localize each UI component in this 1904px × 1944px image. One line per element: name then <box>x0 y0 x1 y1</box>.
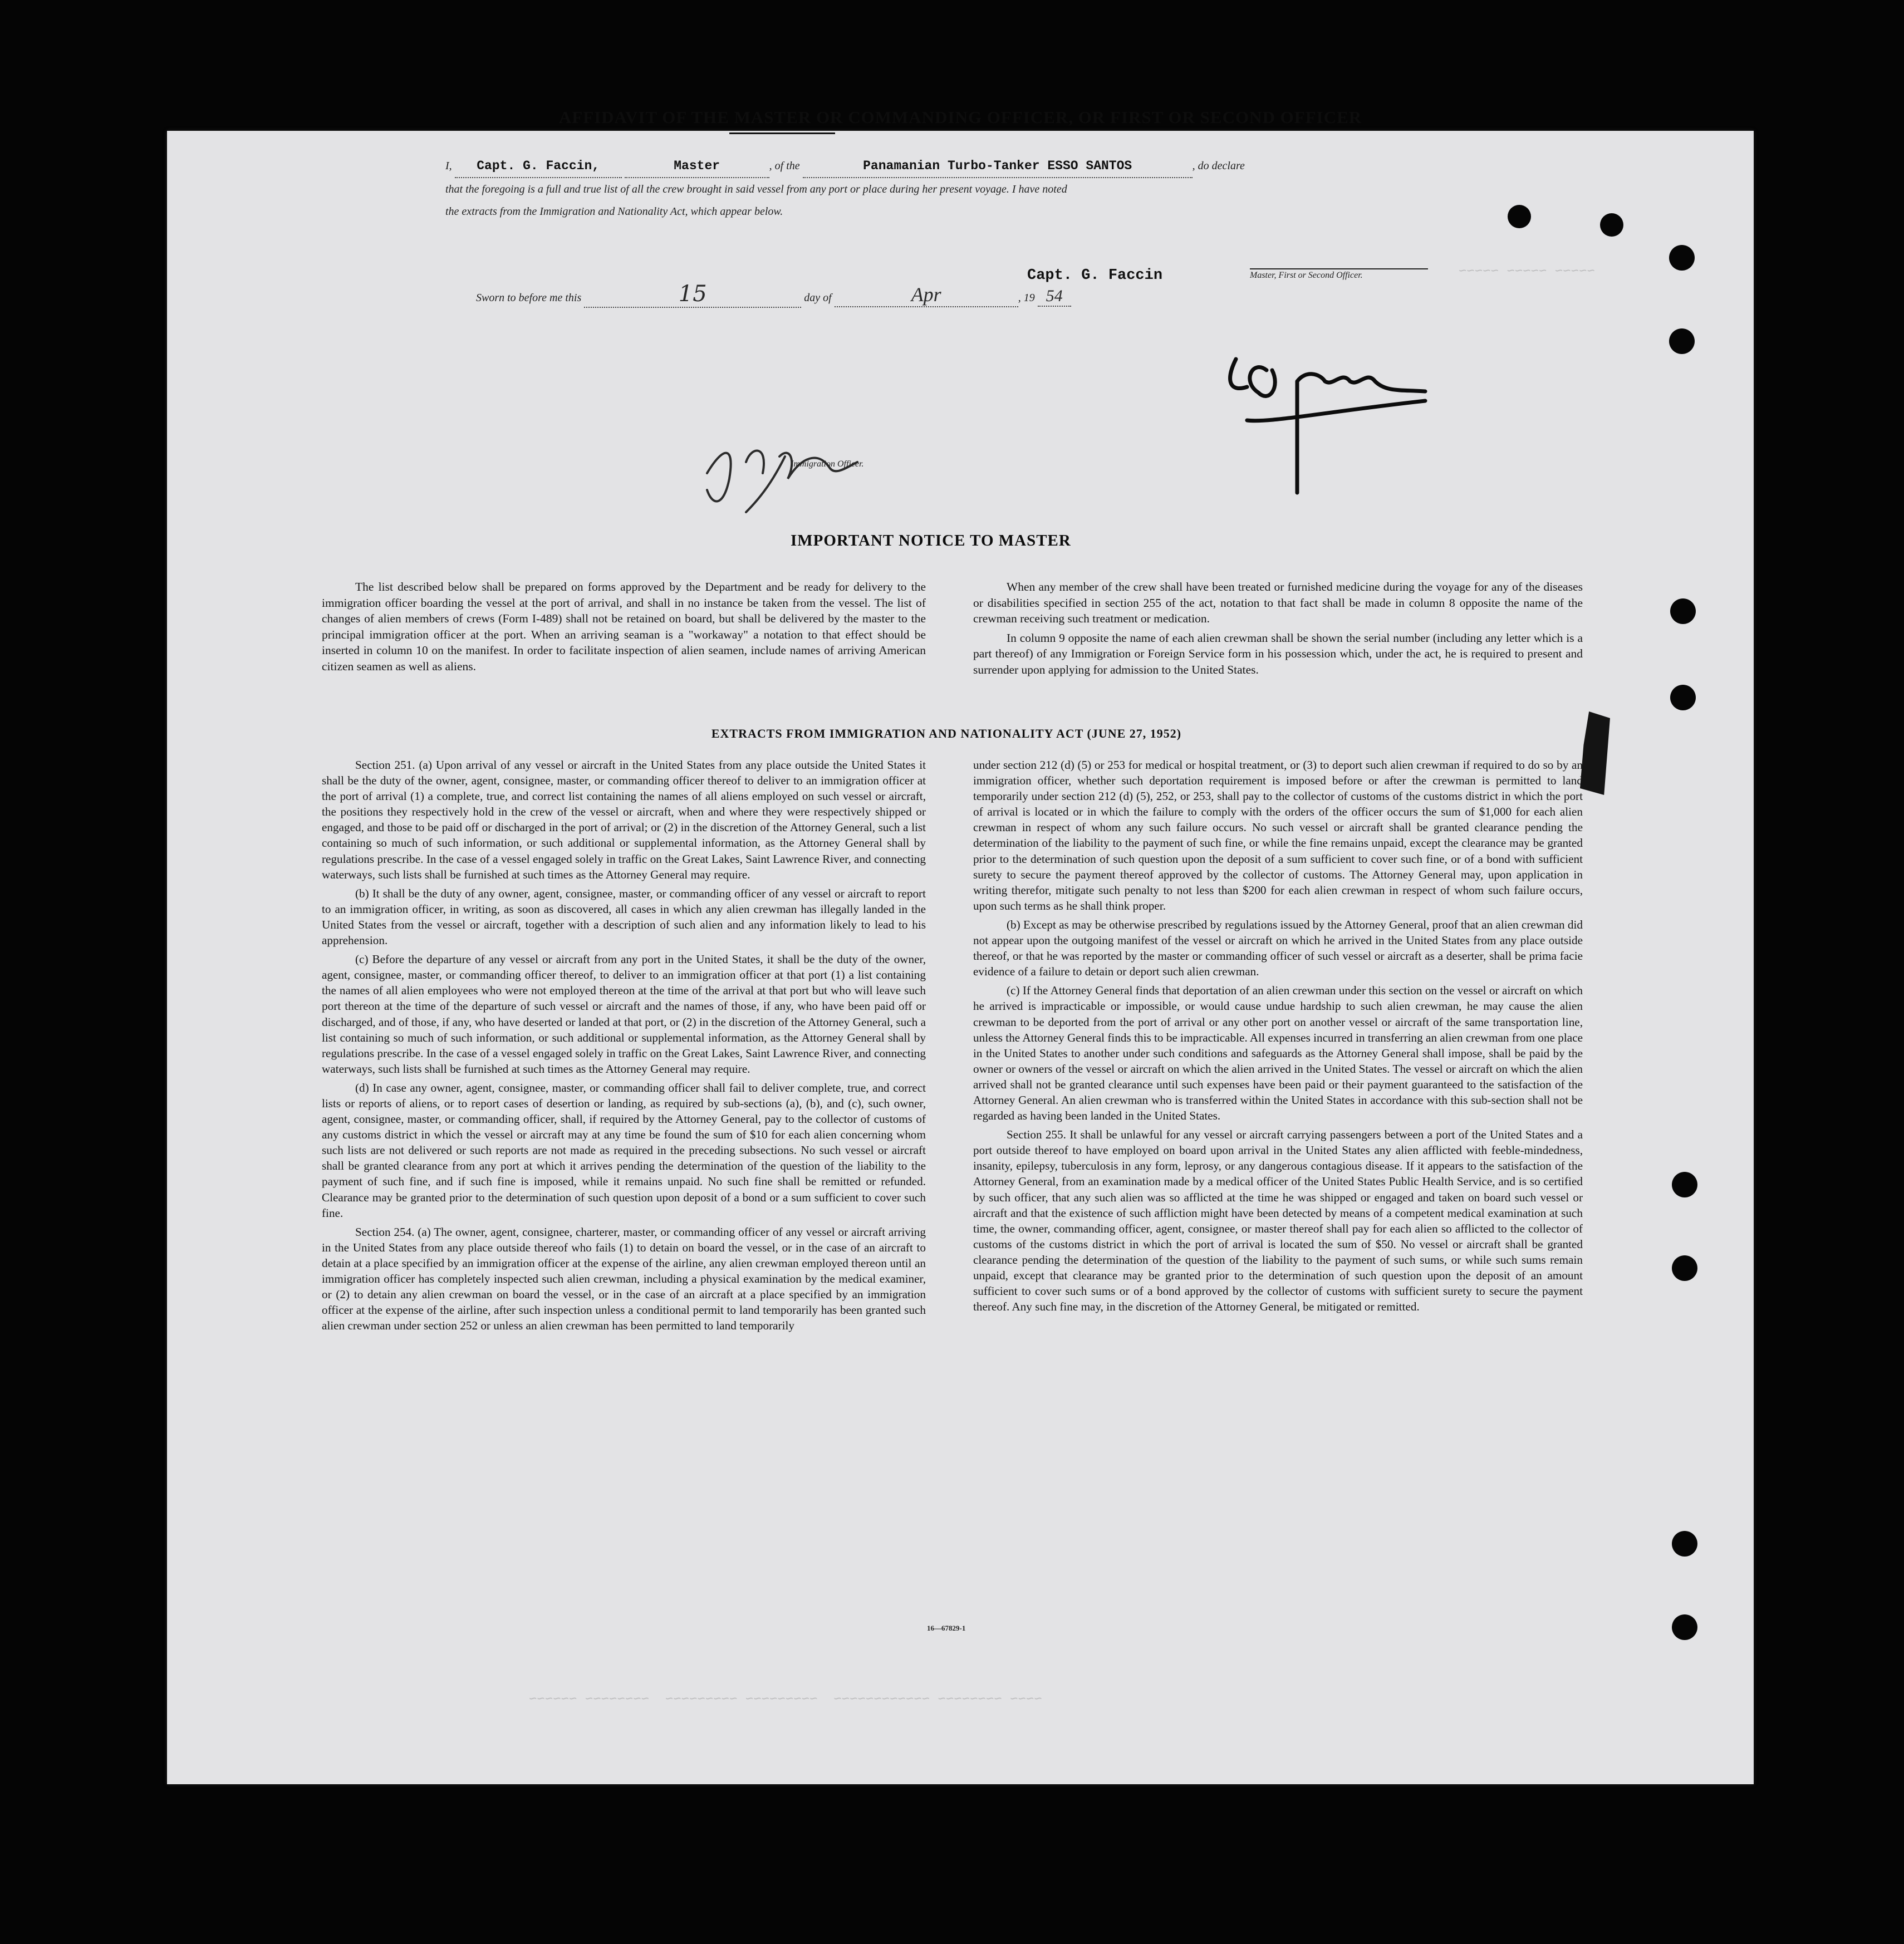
act-right-column <box>973 757 1583 1318</box>
act-paragraph: Section 254. (a) The owner, agent, consignee, charterer, master, or commanding officer of any vessel or aircraft arriving in the United States from any place outside thereof who fails (1) to detain on board the vessel, or in the case of an aircraft to detain at a place specified by an immigration officer at the expense of the airline, any alien crewman employed thereon until an immigration officer has completely inspected such alien crewman, including a physical examination by the medical examiner, or (2) to detain any alien crewman on board the vessel, or in the case of an aircraft at a place specified by an immigration officer at the expense of the airline, after such inspection unless a conditional permit to land temporarily has been granted such alien crewman under section 252 or unless an alien crewman has been permitted to land temporarily <box>322 1225 926 1333</box>
act-paragraph: (c) If the Attorney General finds that deportation of an alien crewman under this section on the vessel or aircraft on which he arrived is impracticable or impossible, or would cause undue hardship to such alien crewman, he may cause the alien crewman to be deported from the port of arrival or any other port on another vessel or aircraft of the same transportation line, unless the Attorney General finds this to be impracticable. All expenses incurred in transferring an alien crewman from one place in the United States to another under such conditions and safeguards as the Attorney General shall impose, shall be paid by the owner or owners of the vessel or aircraft on which the alien arrived in the United States. The vessel or aircraft on which the alien arrived shall not be granted clearance until such expenses have been paid or their payment guaranteed to the satisfaction of the Attorney General. An alien crewman who is transferred within the United States in accordance with this sub-section shall not be regarded as having been landed in the United States. <box>973 984 1583 1123</box>
punch-hole <box>1672 1531 1697 1557</box>
punch-hole <box>1672 1255 1697 1281</box>
sworn-day: 15 <box>678 281 707 307</box>
declaration-line-1 <box>445 155 1459 178</box>
year-prefix: , 19 <box>1018 292 1035 304</box>
act-paragraph: under section 212 (d) (5) or 253 for medical or hospital treatment, or (3) to deport such alien crewman if required to do so by an immigration officer, whether such deportation requirement is imposed before or after the crewman is permitted to land temporarily under section 212 (d) (5), 252, or 253, shall pay to the collector of customs of the customs district in which the port of arrival is located or in which the failure to comply with the orders of the officer occurs the sum of $1,000 for each alien crewman in respect of whom any such failure occurs. No such vessel or aircraft shall be granted clearance pending the determination of the liability to the payment of such fine, or while the fine remains unpaid, except the clearance may be granted prior to the determination of such question upon the deposit of a sum sufficient to cover such fine, or of a bond with sufficient surety to secure the payment thereof approved by the collector of customs. The Attorney General may, upon application in writing therefor, mitigate such penalty to not less than $200 for each alien crewman in respect of whom such failure occurs, upon such terms as he shall think proper. <box>973 758 1583 912</box>
typed-signature: Capt. G. Faccin <box>1027 267 1163 284</box>
immigration-officer-caption: Immigration Officer. <box>791 459 864 469</box>
punch-hole <box>1669 328 1695 354</box>
punch-hole <box>1670 598 1696 624</box>
title-underline <box>729 132 835 134</box>
notice-paragraph: When any member of the crew shall have been treated or furnished medicine during the voyage for any of the diseases or disabilities specified in section 255 of the act, notation to that fact shall be made in column 8 opposite the name of the crewman receiving such treatment or medication. <box>973 580 1583 626</box>
notice-paragraph: In column 9 opposite the name of each alien crewman shall be shown the serial number (including any letter which is a part thereof) of any Immigration or Foreign Service form in his possession which, under the act, he is required to present and surrender upon applying for admission to the United States. <box>973 631 1583 676</box>
sworn-year: 54 <box>1046 287 1063 305</box>
do-declare-label: , do declare <box>1192 160 1245 172</box>
sworn-prefix: Sworn to before me this <box>476 292 582 304</box>
notice-right-column <box>973 579 1583 681</box>
day-of-label: day of <box>804 292 832 304</box>
master-signature <box>1214 348 1436 504</box>
punch-hole <box>1508 205 1531 228</box>
punch-hole <box>1672 1614 1697 1640</box>
master-name: Capt. G. Faccin, <box>477 159 600 173</box>
act-paragraph: (b) It shall be the duty of any owner, agent, consignee, master, or commanding officer of any vessel or aircraft to report to an immigration officer, in writing, as soon as discovered, all cases in which any alien crewman has illegally landed in the United States from the vessel or aircraft, together with a description of such alien and any information likely to lead to his apprehension. <box>322 886 926 948</box>
act-paragraph: (b) Except as may be otherwise prescribed by regulations issued by the Attorney General, proof that an alien crewman did not appear upon the outgoing manifest of the vessel or aircraft on which he arrived in the United States from any place outside thereof, or that he was reported by the master or commanding officer of such vessel or aircraft as a deserter, shall be prima facie evidence of a failure to detain or deport such alien crewman. <box>973 917 1583 979</box>
act-left-column <box>322 757 926 1337</box>
immigration-officer-signature <box>690 423 868 518</box>
bleed-through-text: ~~~~ ~~~~~~~~ ~~~~~~~~~~~~ ~~~~~~~~~ ~~~~~~~~~ ~~~~~~~~ ~~~~~~ <box>529 1692 1042 1707</box>
sworn-line <box>476 281 1071 308</box>
declaration-prefix: I, <box>445 160 452 172</box>
extracts-title: EXTRACTS FROM IMMIGRATION AND NATIONALITY ACT (JUNE 27, 1952) <box>711 726 1182 740</box>
punch-hole <box>1672 1172 1697 1197</box>
vessel-name: Panamanian Turbo-Tanker ESSO SANTOS <box>863 159 1132 173</box>
master-rank: Master <box>674 159 720 173</box>
punch-hole <box>1600 213 1623 237</box>
declaration-line-2: that the foregoing is a full and true list of all the crew brought in said vessel from any port or place during her present voyage. I have noted <box>445 183 1067 195</box>
declaration-block <box>445 155 1459 223</box>
sworn-month: Apr <box>911 283 941 306</box>
act-paragraph: Section 255. It shall be unlawful for any vessel or aircraft carrying passengers between a port of the United States and a port outside thereof to have employed on board upon arrival in the United States any alien afflicted with feeble-mindedness, insanity, epilepsy, tuberculosis in any form, leprosy, or any dangerous contagious disease. If it appears to the satisfaction of the Attorney General, from an examination made by a medical officer of the United States Public Health Service, and is so certified by such officer, that any such alien was so afflicted at the time he was shipped or engaged and taken on board such vessel or aircraft and that the existence of such affliction might have been detected by means of a competent medical examination at such time, the owner, commanding officer, agent, consignee, or master thereof shall pay for each alien so afflicted to the collector of customs of the customs district in which the port of arrival is located the sum of $50. No vessel or aircraft shall be granted clearance pending the determination of the question of the liability to the payment of such sums, or while such sums remain unpaid, except that clearance may be granted prior to the determination of such question upon the deposit of an amount sufficient to cover such sums or of a bond approved by the collector of customs with sufficient surety to secure the payment thereof. Any such fine may, in the discretion of the Attorney General, be mitigated or remitted. <box>973 1128 1583 1314</box>
punch-hole <box>1670 685 1696 710</box>
act-paragraph: (c) Before the departure of any vessel or aircraft from any port in the United States, it shall be the duty of the owner, agent, consignee, master, or commanding officer thereof, to deliver to an immigration officer at that port (1) a list containing the names of all alien employees who were not employed thereon at the time of the arrival at that port but who will leave such port thereon at the time of the departure of such vessel or aircraft and the names of those, if any, who have been paid off or discharged, and of those, if any, who have deserted or landed at that port, or (2) in the discretion of the Attorney General, such a list containing so much of such information, or such additional or supplemental information, as the Attorney General shall by regulations prescribe. In the case of a vessel engaged solely in traffic on the Great Lakes, Saint Lawrence River, and connecting waterways, such lists shall be furnished at such times as the Attorney General may require. <box>322 953 926 1076</box>
notice-paragraph: The list described below shall be prepared on forms approved by the Department and be ready for delivery to the immigration officer boarding the vessel at the port of arrival, and shall in no instance be taken from the vessel. The list of changes of alien members of crews (Form I-489) shall not be retained on board, but shall be delivered by the master to the principal immigration officer at the port. When an arriving seaman is a "workaway" a notation to that effect should be inserted in column 10 on the manifest. In order to facilitate inspection of alien seamen, include names of arriving American citizen seamen as well as aliens. <box>322 580 926 673</box>
of-the-label: , of the <box>769 160 800 172</box>
punch-hole <box>1669 245 1695 271</box>
form-number: 16—67829-1 <box>927 1624 966 1632</box>
act-paragraph: Section 251. (a) Upon arrival of any vessel or aircraft in the United States from any place outside the United States it shall be the duty of the owner, agent, consignee, master, or commanding officer thereof to deliver to an immigration officer at the port of arrival (1) a complete, true, and correct list containing the names of all aliens employed on such vessel or aircraft, the positions they respectively hold in the crew of the vessel or aircraft, when and where they were respectively shipped or engaged, and those to be paid off or discharged in the port of arrival; or (2) in the discretion of the Attorney General, such a list containing so much of such information, or such additional or supplemental information, as the Attorney General shall by regulations prescribe. In the case of a vessel engaged solely in traffic on the Great Lakes, Saint Lawrence River, and connecting waterways, such lists shall be furnished at such times as the Attorney General may require. <box>322 758 926 881</box>
declaration-line-3: the extracts from the Immigration and Nationality Act, which appear below. <box>445 205 783 218</box>
affidavit-title: AFFIDAVIT OF THE MASTER OR COMMANDING OFFICER, OR FIRST OR SECOND OFFICER <box>558 107 1362 127</box>
bleed-through-text: ~~~~~ ~~~~~ ~~~~~ <box>1459 264 1595 279</box>
notice-title: IMPORTANT NOTICE TO MASTER <box>791 532 1071 549</box>
notice-left-column <box>322 579 926 678</box>
signature-caption: Master, First or Second Officer. <box>1250 268 1428 281</box>
act-paragraph: (d) In case any owner, agent, consignee, master, or commanding officer shall fail to deliver complete, true, and correct lists or reports of aliens, or to report cases of desertion or landing, as required by sub-sections (a), (b), and (c), such owner, agent, consignee, master, or commanding officer, shall, if required by the Attorney General, pay to the collector of customs of any customs district in which the vessel or aircraft may at any time be found the sum of $10 for each alien concerning whom such lists are not delivered or such reports are not made as required in the preceding subsections. No such vessel or aircraft shall be granted clearance from any port at which it arrives pending the determination of the question of the liability to the payment of such fine, and if such fine is imposed, while it remains unpaid. No such fine shall be remitted or refunded. Clearance may be granted prior to the determination of such question upon deposit of a bond or a sum sufficient to cover such fine. <box>322 1081 926 1220</box>
